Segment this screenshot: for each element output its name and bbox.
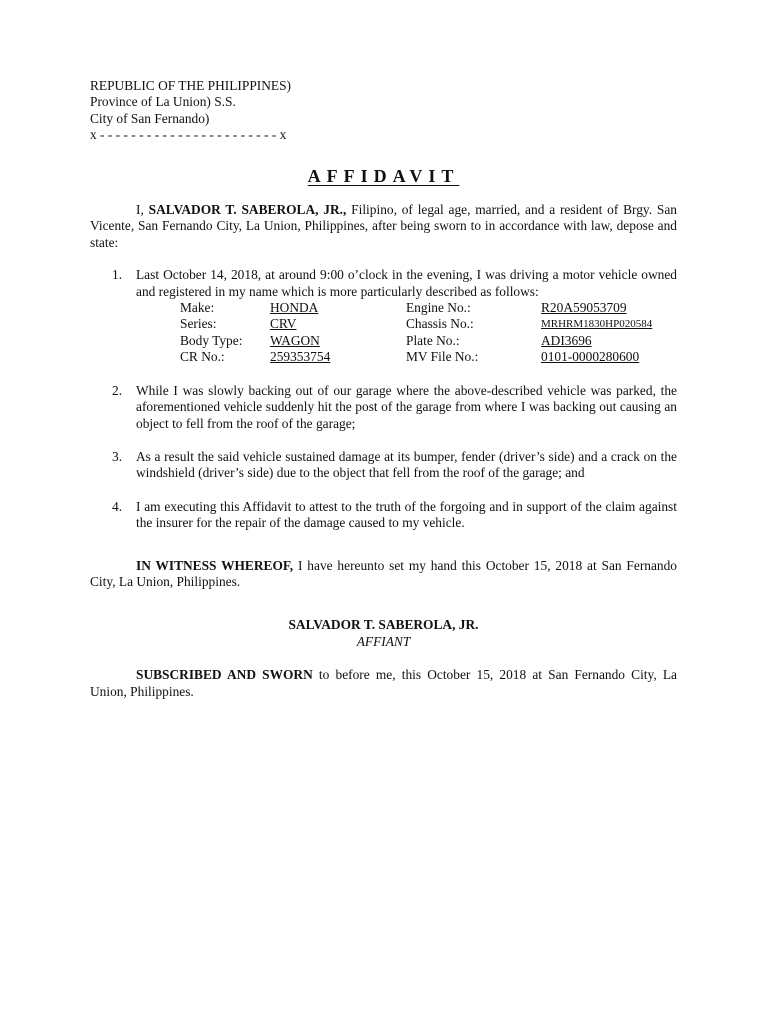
vehicle-label: Series:	[180, 316, 217, 332]
vehicle-body-type-value: WAGON	[270, 332, 320, 348]
engine-number-value: R20A59053709	[541, 300, 627, 316]
witness-text: I have hereunto set my hand this October 15, 2018 at San Fernando City, La Union, Philippines.	[90, 557, 678, 589]
intro-paragraph	[90, 202, 677, 251]
statement-text: While I was slowly backing out of our garage where the above-described vehicle was parked, the aforementioned vehicle suddenly hit the post of the garage from where I was backing out causing an object to fell from the roof of the garage;	[136, 382, 677, 431]
affiant-signature-block	[90, 617, 677, 650]
vehicle-row	[180, 349, 652, 365]
statement-number: 4.	[112, 498, 123, 514]
vehicle-make-value: HONDA	[270, 300, 319, 316]
intro-text: Filipino, of legal age, married, and a resident of Brgy. San Vicente, San Fernando City, La Union, Philippines, after being sworn to in accordance with law, depose and state:	[90, 202, 678, 250]
affidavit-page	[90, 78, 677, 700]
vehicle-label: CR No.:	[180, 349, 225, 365]
affiant-role: AFFIANT	[356, 633, 411, 649]
document-title-text: AFFIDAVIT	[307, 165, 460, 186]
statement-item-2	[90, 383, 677, 432]
vehicle-label: Body Type:	[180, 332, 243, 348]
statement-item-4	[90, 499, 677, 532]
chassis-number-value: MRHRM1830HP020584	[541, 318, 653, 331]
affiant-name: SALVADOR T. SABEROLA, JR.	[288, 617, 479, 633]
witness-paragraph	[90, 558, 677, 591]
venue-separator: x - - - - - - - - - - - - - - - - - - - - - - - x	[90, 127, 287, 143]
jurat-paragraph	[90, 667, 677, 700]
cr-number-value: 259353754	[270, 349, 331, 365]
venue-block	[90, 78, 677, 144]
venue-province: Province of La Union) S.S.	[90, 94, 236, 110]
venue-republic: REPUBLIC OF THE PHILIPPINES)	[90, 78, 292, 93]
vehicle-label: Plate No.:	[406, 332, 460, 348]
vehicle-series-value: CRV	[270, 316, 297, 332]
vehicle-label: Make:	[180, 300, 215, 316]
witness-lead: IN WITNESS WHEREOF,	[136, 557, 294, 573]
venue-city: City of San Fernando)	[90, 110, 210, 126]
statement-list	[90, 267, 677, 531]
vehicle-details-table	[180, 300, 652, 366]
plate-number-value: ADI3696	[541, 332, 592, 348]
document-title	[90, 165, 677, 186]
statement-item-3	[90, 449, 677, 482]
affiant-name-inline: SALVADOR T. SABEROLA, JR.,	[148, 202, 347, 218]
jurat-lead: SUBSCRIBED AND SWORN	[136, 667, 313, 683]
statement-text: As a result the said vehicle sustained damage at its bumper, fender (driver’s side) and a crack on the windshield (driver’s side) due to the object that fell from the roof of the garage; and	[136, 448, 677, 481]
statement-number: 2.	[112, 382, 123, 398]
vehicle-row	[180, 300, 652, 316]
statement-number: 3.	[112, 448, 123, 464]
statement-item-1	[90, 267, 677, 365]
vehicle-label: Engine No.:	[406, 300, 471, 316]
mv-file-number-value: 0101-0000280600	[541, 349, 640, 365]
vehicle-row	[180, 333, 652, 349]
vehicle-label: Chassis No.:	[406, 316, 474, 332]
jurat-text: to before me, this October 15, 2018 at San Fernando City, La Union, Philippines.	[90, 667, 677, 699]
statement-text: Last October 14, 2018, at around 9:00 o’clock in the evening, I was driving a motor vehicle owned and registered in my name which is more particularly described as follows:	[136, 267, 677, 299]
statement-number: 1.	[112, 267, 123, 283]
vehicle-row	[180, 316, 652, 332]
vehicle-label: MV File No.:	[406, 349, 479, 365]
statement-text: I am executing this Affidavit to attest to the truth of the forgoing and in support of the claim against the insurer for the repair of the damage caused to my vehicle.	[136, 498, 677, 531]
intro-pre: I,	[136, 202, 149, 218]
